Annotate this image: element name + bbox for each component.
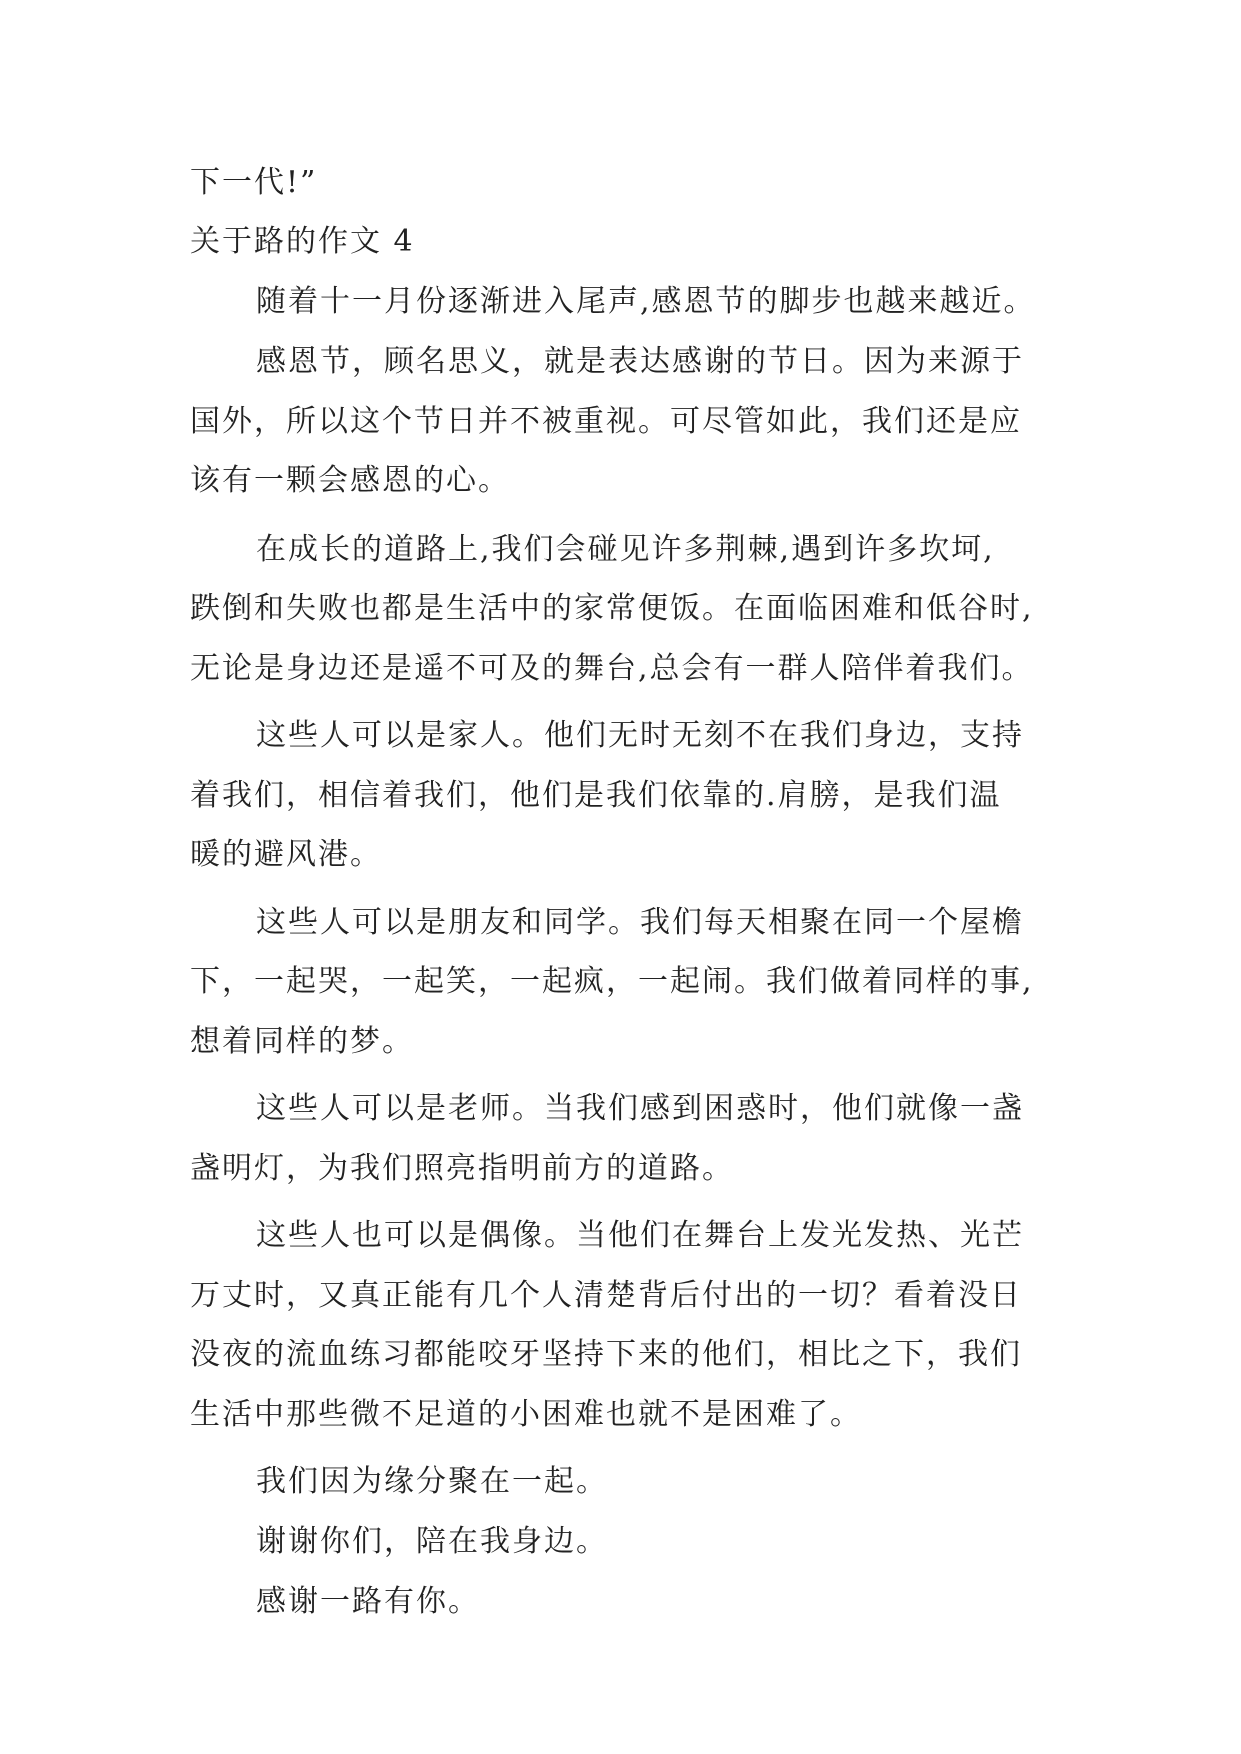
- text-line: 下，一起哭，一起笑，一起疯，一起闹。我们做着同样的事,: [190, 964, 1034, 999]
- text-line: 随着十一月份逐渐进入尾声,感恩节的脚步也越来越近。: [256, 284, 1036, 319]
- text-line: 在成长的道路上,我们会碰见许多荆棘,遇到许多坎坷,: [256, 532, 995, 567]
- text-line: 这些人可以是朋友和同学。我们每天相聚在同一个屋檐: [256, 905, 1024, 940]
- text-line: 想着同样的梦。: [190, 1024, 414, 1059]
- text-line: 无论是身边还是遥不可及的舞台,总会有一群人陪伴着我们。: [190, 651, 1034, 686]
- text-line: 盏明灯，为我们照亮指明前方的道路。: [190, 1151, 734, 1186]
- text-line: 这些人也可以是偶像。当他们在舞台上发光发热、光芒: [256, 1218, 1024, 1253]
- text-line: 跌倒和失败也都是生活中的家常便饭。在面临困难和低谷时,: [190, 591, 1034, 626]
- text-line: 谢谢你们，陪在我身边。: [256, 1524, 608, 1559]
- text-line: 暖的避风港。: [190, 837, 382, 872]
- text-line: 该有一颗会感恩的心。: [190, 463, 510, 498]
- text-line: 国外，所以这个节日并不被重视。可尽管如此，我们还是应: [190, 404, 1022, 439]
- text-line: 没夜的流血练习都能咬牙坚持下来的他们，相比之下，我们: [190, 1337, 1022, 1372]
- text-line: 着我们，相信着我们，他们是我们依靠的.肩膀，是我们温: [190, 778, 1002, 813]
- text-line: 生活中那些微不足道的小困难也就不是困难了。: [190, 1397, 862, 1432]
- article-title: 关于路的作文 4: [190, 224, 415, 259]
- text-line: 这些人可以是老师。当我们感到困惑时，他们就像一盏: [256, 1091, 1024, 1126]
- text-line: 万丈时，又真正能有几个人清楚背后付出的一切？看着没日: [190, 1278, 1022, 1313]
- text-line: 我们因为缘分聚在一起。: [256, 1464, 608, 1499]
- text-line: 感谢一路有你。: [256, 1584, 480, 1619]
- text-line: 感恩节，顾名思义，就是表达感谢的节日。因为来源于: [256, 344, 1024, 379]
- text-line: 这些人可以是家人。他们无时无刻不在我们身边，支持: [256, 718, 1024, 753]
- text-line: 下一代!”: [190, 165, 318, 200]
